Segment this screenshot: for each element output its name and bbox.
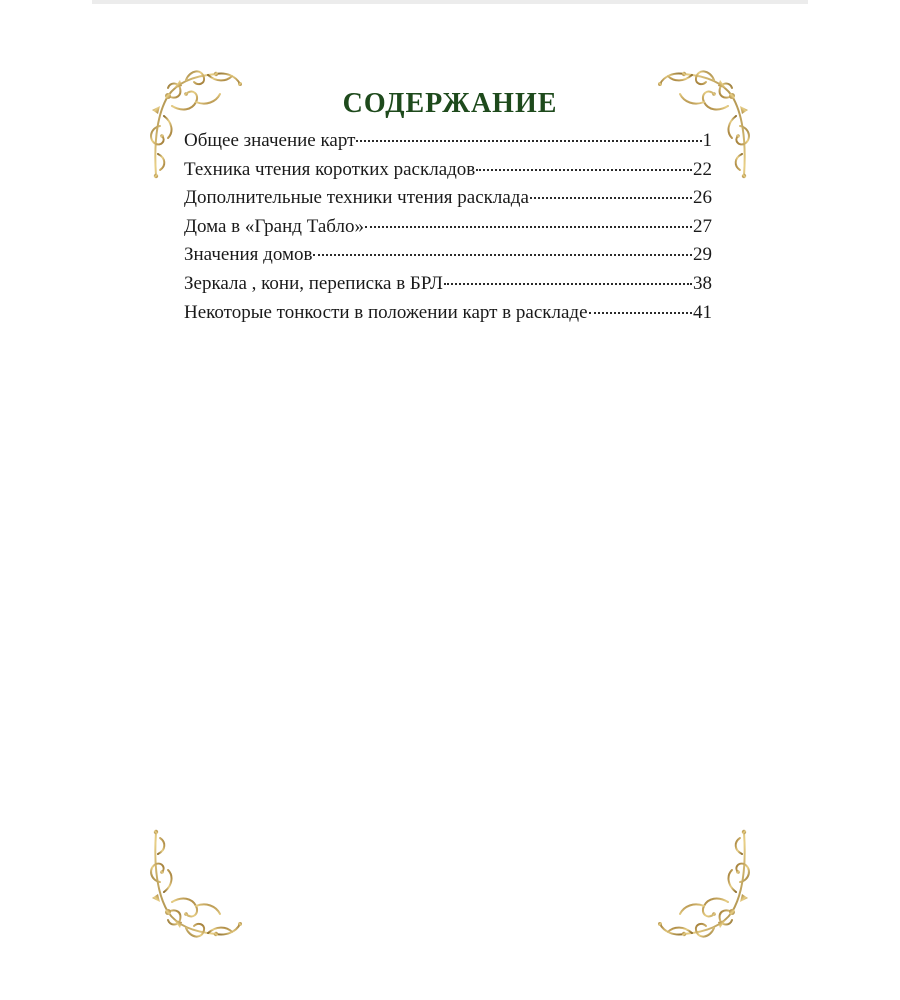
toc-entry-text: Техника чтения коротких раскладов	[184, 158, 476, 180]
toc-leader-dots	[589, 312, 692, 314]
toc-entry[interactable]	[184, 216, 712, 245]
toc-entry-text: Дополнительные техники чтения расклада	[184, 187, 529, 209]
toc-entry-text: Значения домов	[184, 244, 313, 266]
toc-entry-text: Дома в «Гранд Табло»	[184, 215, 364, 237]
ornament-bottom-left-icon	[146, 822, 246, 942]
toc-entry-page: 38	[693, 272, 712, 294]
toc-entry[interactable]	[184, 302, 712, 331]
toc-entry[interactable]	[184, 159, 712, 188]
toc-entry[interactable]	[184, 273, 712, 302]
toc-entry-page: 29	[693, 244, 712, 266]
toc-leader-dots	[476, 169, 692, 171]
toc-entry[interactable]	[184, 130, 712, 159]
toc-entry-page: 1	[702, 130, 712, 151]
toc-entry-page: 22	[693, 158, 712, 180]
toc-leader-dots	[313, 254, 692, 256]
toc-entry[interactable]	[184, 244, 712, 273]
toc-entry-page: 26	[693, 187, 712, 209]
toc-leader-dots	[444, 283, 692, 285]
table-of-contents	[184, 130, 712, 330]
toc-entry-text: Общее значение карт	[184, 130, 356, 151]
toc-entry-page: 41	[693, 301, 712, 323]
toc-leader-dots	[356, 140, 701, 142]
page-title: СОДЕРЖАНИЕ	[342, 88, 558, 119]
toc-entry-page: 27	[693, 215, 712, 237]
toc-leader-dots	[530, 197, 692, 199]
toc-leader-dots	[365, 226, 692, 228]
ornament-bottom-right-icon	[654, 822, 754, 942]
toc-entry-text: Зеркала , кони, переписка в БРЛ	[184, 272, 443, 294]
toc-entry[interactable]	[184, 187, 712, 216]
toc-entry-text: Некоторые тонкости в положении карт в раскладе	[184, 301, 588, 323]
